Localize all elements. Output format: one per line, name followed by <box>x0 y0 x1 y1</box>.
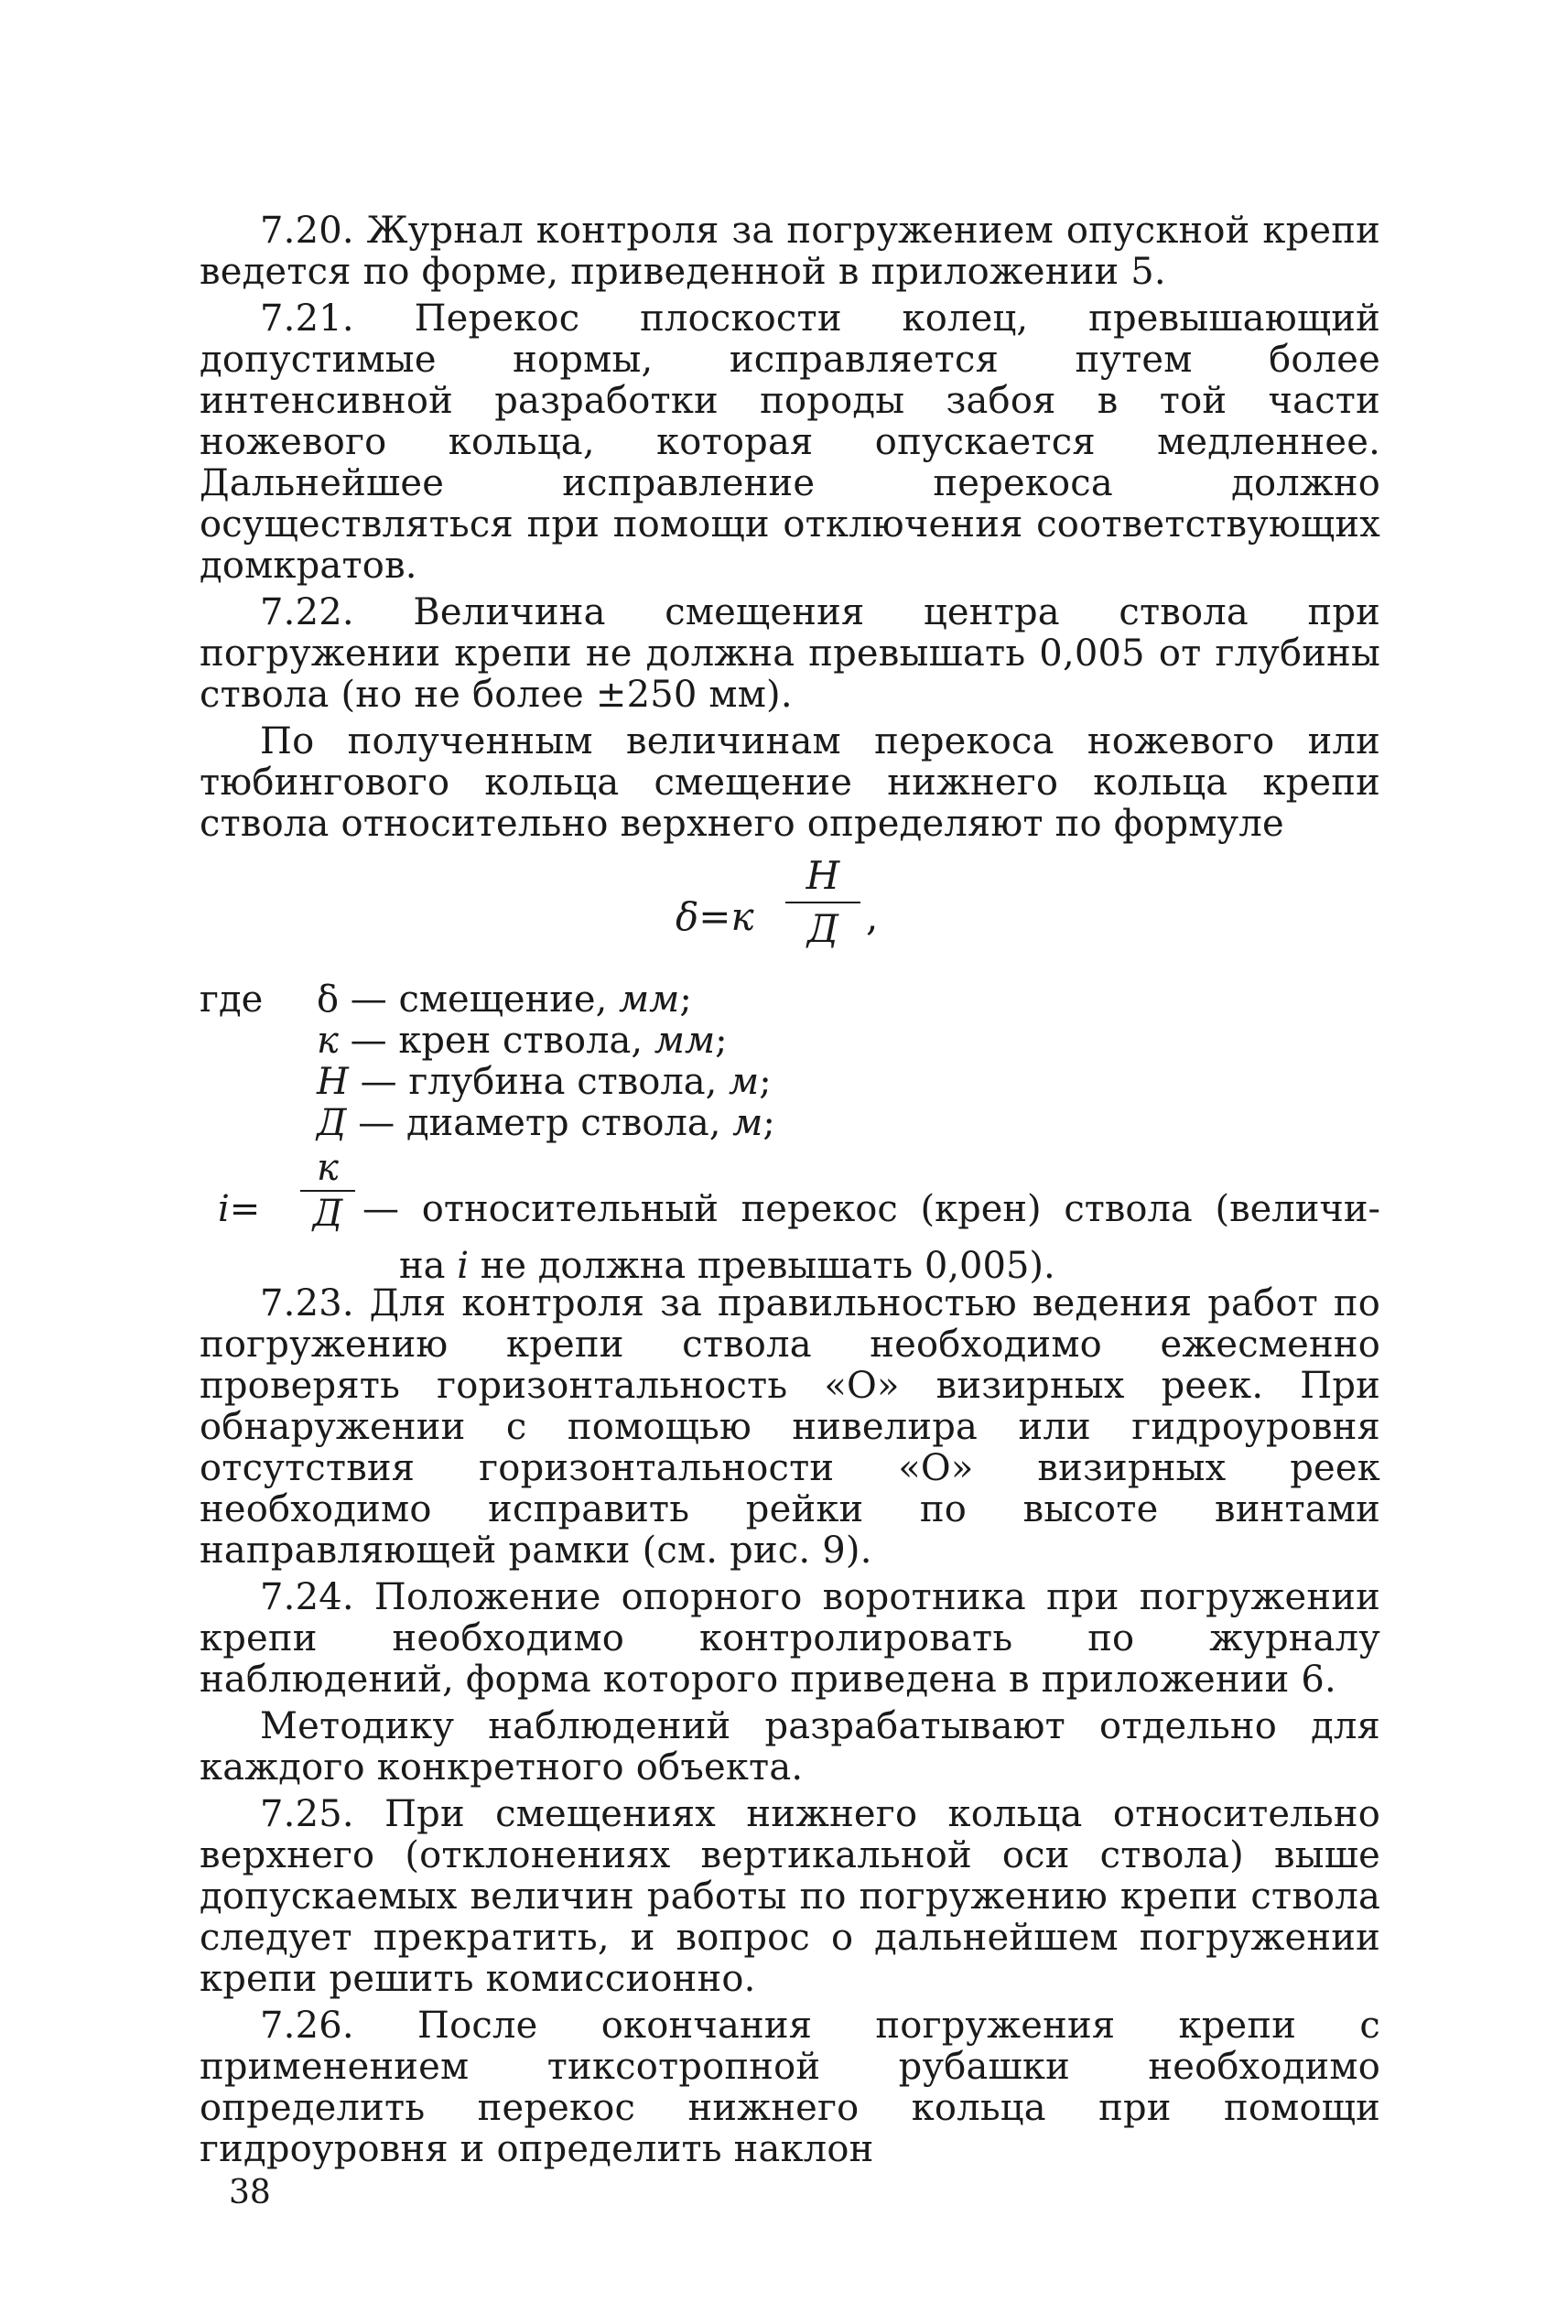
where-label: где <box>200 978 264 1021</box>
tilt-lhs: i= <box>218 1188 261 1230</box>
tilt-numerator: к <box>317 1147 339 1189</box>
paragraph-7-23: 7.23. Для контроля за правильностью ведения работ по погружению крепи ствола необходимо ежесменно проверять горизонтальность «О» визирных реек. При обнаружении с помощью нивелира или гидроуровня отсутствия горизонтальности «О» визирных реек необходимо исправить рейки по высоте винтами направляющей рамки (см. рис. 9). <box>200 1282 1380 1572</box>
tilt-definition <box>200 1146 1380 1287</box>
tilt-continuation: на i не должна превышать 0,005). <box>399 1245 1055 1287</box>
paragraph-7-24: 7.24. Положение опорного воротника при погружении крепи необходимо контролировать по журналу наблюдений, форма которого приведена в приложении 6. <box>200 1576 1380 1701</box>
page-number: 38 <box>229 2174 271 2211</box>
definition-item: Н — глубина ствола, м; <box>317 1061 772 1103</box>
definition-item: к — крен ствола, мм; <box>317 1020 728 1062</box>
formula-numerator: Н <box>806 853 840 898</box>
formula-denominator: Д <box>806 906 839 951</box>
paragraph-7-21: 7.21. Перекос плоскости колец, превышающий допустимые нормы, исправляется путем более интенсивной разработки породы забоя в той части ножевого кольца, которая опускается медленнее. Дальнейшее исправление перекоса должно осуществляться при помощи отключения соответствующих домкратов. <box>200 297 1380 587</box>
tilt-text: — относительный перекос (крен) ствола (величи- <box>362 1188 1380 1230</box>
paragraph-7-25: 7.25. При смещениях нижнего кольца относительно верхнего (отклонениях вертикальной оси ствола) выше допускаемых величин работы по погружению крепи ствола следует прекратить, и вопрос о дальнейшем погружении крепи решить комиссионно. <box>200 1793 1380 2000</box>
paragraph-formula-intro: По полученным величинам перекоса ножевого или тюбингового кольца смещение нижнего кольца крепи ствола относительно верхнего определяют по формуле <box>200 720 1380 845</box>
fraction-bar <box>785 902 860 903</box>
formula-lhs: δ=к <box>676 894 754 939</box>
text-column <box>200 211 1380 2176</box>
definition-item: δ — смещение, мм; <box>317 978 692 1021</box>
formula-trail: , <box>866 894 879 939</box>
paragraph-7-22: 7.22. Величина смещения центра ствола при погружении крепи не должна превышать 0,005 от глубины ствола (но не более ±250 мм). <box>200 591 1380 716</box>
definition-item: Д — диаметр ствола, м; <box>317 1102 775 1144</box>
displacement-formula <box>200 852 1380 976</box>
tilt-fraction <box>300 1146 355 1236</box>
definitions-list <box>200 979 1380 1146</box>
paragraph-methodology: Методику наблюдений разрабатывают отдельно для каждого конкретного объекта. <box>200 1705 1380 1789</box>
paragraph-7-26: 7.26. После окончания погружения крепи с применением тиксотропной рубашки необходимо определить перекос нижнего кольца при помощи гидроуровня и определить наклон <box>200 2005 1380 2170</box>
formula-fraction <box>785 852 860 953</box>
paragraph-7-20: 7.20. Журнал контроля за погружением опускной крепи ведется по форме, приведенной в приложении 5. <box>200 210 1380 293</box>
tilt-denominator: Д <box>312 1193 343 1235</box>
